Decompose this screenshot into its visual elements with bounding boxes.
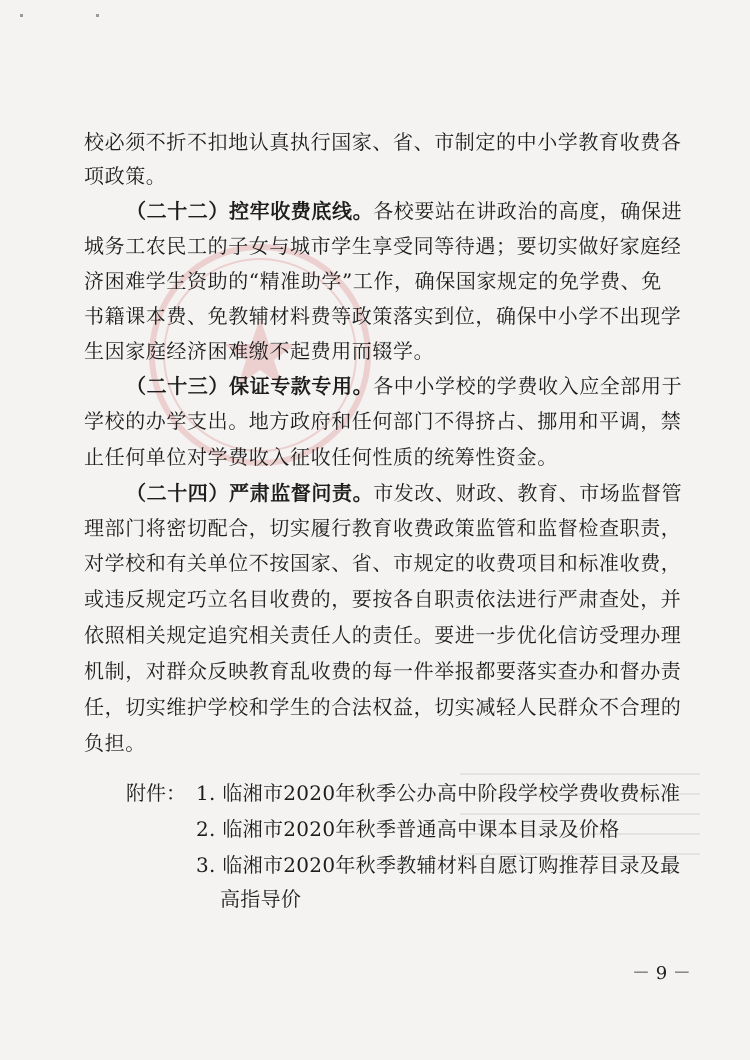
body-line: 学校的办学支出。地方政府和任何部门不得挤占、挪用和平调，禁 [84, 409, 682, 433]
scan-speck [20, 14, 23, 17]
attachments-label: 附件： [126, 781, 186, 805]
body-line: 负担。 [84, 731, 146, 755]
page-number: － 9 － [632, 963, 691, 984]
body-line: 理部门将密切配合，切实履行教育收费政策监管和监督检查职责， [84, 516, 682, 540]
paragraph-24-text: 市发改、财政、教育、市场监督管 [373, 481, 683, 505]
body-line: 书籍课本费、免教辅材料费等政策落实到位，确保中小学不出现学 [84, 304, 682, 328]
body-line: 校必须不折不扣地认真执行国家、省、市制定的中小学教育收费各 [84, 130, 682, 154]
attachment-item: 1. 临湘市2020年秋季公办高中阶段学校学费收费标准 [196, 781, 681, 805]
body-line: 生因家庭经济困难缴不起费用而辍学。 [84, 339, 435, 363]
attachment-item: 3. 临湘市2020年秋季教辅材料自愿订购推荐目录及最 [196, 853, 681, 877]
paragraph-24-heading: （二十四）严肃监督问责。 [126, 481, 374, 505]
body-line: 项政策。 [84, 164, 167, 188]
body-line: 对学校和有关单位不按国家、省、市规定的收费项目和标准收费， [84, 551, 682, 575]
paragraph-23-first-line [126, 373, 716, 399]
paragraph-24-first-line [126, 480, 716, 506]
paragraph-23-text: 各中小学校的学费收入应全部用于 [373, 374, 683, 398]
body-line: 任，切实维护学校和学生的合法权益，切实减轻人民群众不合理的 [84, 695, 682, 719]
body-line: 城务工农民工的子女与城市学生享受同等待遇；要切实做好家庭经 [84, 234, 682, 258]
scan-speck [96, 14, 99, 17]
attachment-item: 2. 临湘市2020年秋季普通高中课本目录及价格 [196, 817, 620, 841]
body-line: 止任何单位对学费收入征收任何性质的统筹性资金。 [84, 445, 558, 469]
attachment-item-continuation: 高指导价 [220, 887, 302, 911]
body-line: 或违反规定巧立名目收费的，要按各自职责依法进行严肃查处，并 [84, 587, 682, 611]
body-line: 依照相关规定追究相关责任人的责任。要进一步优化信访受理办理 [84, 623, 682, 647]
paragraph-22-first-line [126, 198, 716, 224]
paragraph-22-text: 各校要站在讲政治的高度，确保进 [373, 199, 683, 223]
paragraph-23-heading: （二十三）保证专款专用。 [126, 374, 374, 398]
body-line: 济困难学生资助的“精准助学”工作，确保国家规定的免学费、免 [84, 269, 662, 293]
body-line: 机制，对群众反映教育乱收费的每一件举报都要落实查办和督办责 [84, 659, 682, 683]
paragraph-22-heading: （二十二）控牢收费底线。 [126, 199, 374, 223]
